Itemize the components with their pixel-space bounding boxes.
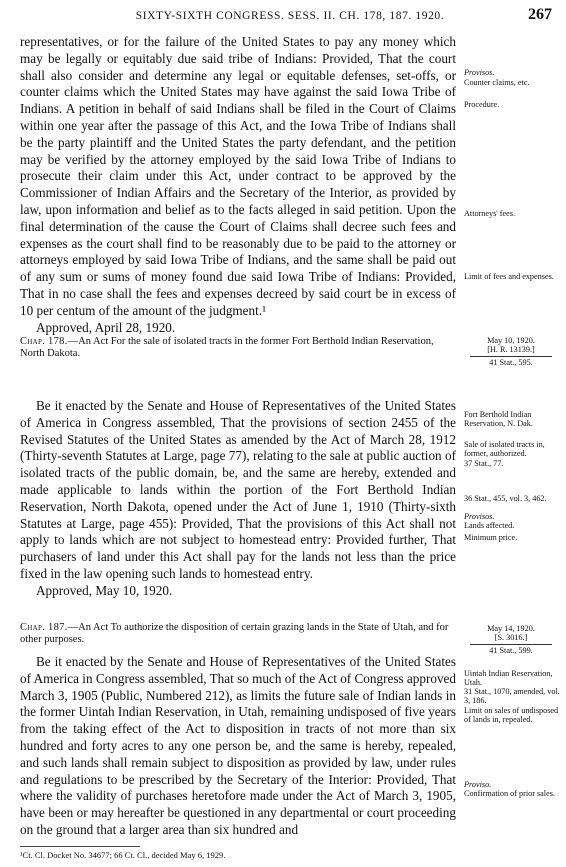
chapter-187-heading xyxy=(20,622,450,646)
chapter-178-reference xyxy=(462,336,560,367)
margin-note: Uintah Indian Reservation, Utah. xyxy=(464,669,553,688)
approved-line: Approved, April 28, 1920. xyxy=(36,319,176,335)
running-header xyxy=(0,0,566,26)
margin-note: Limit of fees and expenses. xyxy=(464,272,554,281)
chapter-label: Chap. 178. xyxy=(20,336,68,347)
enact-date: May 14, 1920. xyxy=(487,624,535,633)
chapter-178-heading xyxy=(20,336,450,360)
margin-note: Minimum price. xyxy=(464,533,518,542)
footnote: ¹Ct. Cl. Docket No. 34677; 66 Ct. Cl., decided May 6, 1929. xyxy=(20,850,226,860)
chapter-187-reference xyxy=(462,624,560,655)
approved-line: Approved, May 10, 1920. xyxy=(36,582,173,598)
enact-date: May 10, 1920. xyxy=(487,336,535,345)
margin-note: Limit on sales of undisposed of lands in, repealed. xyxy=(464,706,559,725)
chapter-187-body xyxy=(20,654,456,839)
page-number: 267 xyxy=(528,6,552,23)
margin-note: Sale of isolated tracts in, former, authorized. xyxy=(464,440,545,459)
continued-paragraph: representatives, or for the failure of the United States to pay any money which may be legally or equitably due said tribe of Indians: Provided, That the court shall also consider and determine any legal or equitable defenses, set-offs, or counter claims which the United States may have against the said Iowa Tribe of Indians. A petition in behalf of said Indians shall be filed in the Court of Claims within one year after the passage of this Act, and the Iowa Tribe of Indians shall be the party plaintiff and the United States the party defendant, and the petition may be verified by the attorney employed by the said Iowa Tribe of Indians to prosecute their claim under this Act, under contract to be approved by the Commissioner of Indian Affairs and the Secretary of the Interior, as provided by law, upon information and belief as to the facts alleged in said petition. Upon the final determination of the cause the Court of Claims shall decree such fees and expenses as the court shall find to be reasonably due to be paid to the attorney or attorneys employed by said Iowa Tribe of Indians, and the same shall be paid out of any sum or sums of money found due said Iowa Tribe of Indians: Provided, That in no case shall the fees and expenses decreed by said court be in excess of 10 per centum of the amount of the judgment.¹ xyxy=(20,34,456,318)
chapter-title: —An Act To authorize the disposition of certain grazing lands in the State of Utah, and for other purposes. xyxy=(20,622,449,645)
footnote-rule xyxy=(20,846,140,847)
section-continued xyxy=(20,34,456,336)
margin-note: Attorneys' fees. xyxy=(464,209,516,218)
margin-note: Procedure. xyxy=(464,100,500,109)
ref-rule xyxy=(470,644,552,645)
chapter-178-body xyxy=(20,398,456,600)
chapter-label: Chap. 187. xyxy=(20,622,68,633)
ref-rule xyxy=(470,356,552,357)
stat-citation: 41 Stat., 599. xyxy=(489,645,533,655)
stat-citation: 41 Stat., 595. xyxy=(489,357,533,367)
margin-note: Provisos. xyxy=(464,512,495,521)
margin-note: 31 Stat., 1070, amended, vol. 3, 186. xyxy=(464,687,560,706)
enacting-paragraph: Be it enacted by the Senate and House of Representatives of the United States of America in Congress assembled, That so much of the Act of Congress approved March 3, 1905 (Public, Numbered 212), as limits the future sale of Indian lands in the former Uintah Indian Reservation, in Utah, remaining undisposed of five years from the taking effect of the Act to disposition in tracts of not more than six hundred and forty acres to any one person be, and the same is hereby, repealed, and such lands shall remain subject to disposition as provided by law, under rules and regulations to be prescribed by the Secretary of the Interior: Provided, That where the validity of purchases heretofore made under the Act of March 3, 1905, have been or may hereafter be questioned in any departmental or court proceeding on the ground that a larger area than six hundred and xyxy=(20,654,456,837)
bill-number: [S. 3016.] xyxy=(494,633,528,643)
margin-note: Fort Berthold Indian Reservation, N. Dak. xyxy=(464,410,533,429)
margin-note: Lands affected. xyxy=(464,521,515,530)
margin-note: 36 Stat., 455, vol. 3, 462. xyxy=(464,494,547,503)
chapter-title: —An Act For the sale of isolated tracts in the former Fort Berthold Indian Reservation, North Dakota. xyxy=(20,336,434,359)
margin-note: Proviso. xyxy=(464,780,492,789)
enacting-paragraph: Be it enacted by the Senate and House of Representatives of the United States of America in Congress assembled, That the provisions of section 2455 of the Revised Statutes of the United States as amended by the Act of March 28, 1912 (Thirty-seventh Statutes at Large, page 77), relating to the sale at public auction of isolated tracts of the public domain, be, and the same are hereby, extended and made applicable to lands within the portion of the Fort Berthold Indian Reservation, North Dakota, opened under the Act of June 1, 1910 (Thirty-sixth Statutes at Large, page 455): Provided, That the provisions of this Act shall not apply to lands which are not subject to homestead entry: Provided further, That purchasers of land under this Act shall pay for the lands not less than the price fixed in the law opening such lands to homestead entry. xyxy=(20,398,456,581)
running-head: SIXTY-SIXTH CONGRESS. SESS. II. CH. 178, 187. 1920. xyxy=(135,10,445,22)
margin-note: 37 Stat., 77. xyxy=(464,459,504,468)
margin-note: Provisos. xyxy=(464,68,495,77)
bill-number: [H. R. 13139.] xyxy=(487,345,535,355)
margin-note: Counter claims, etc. xyxy=(464,78,530,87)
margin-note: Confirmation of prior sales. xyxy=(464,789,555,798)
